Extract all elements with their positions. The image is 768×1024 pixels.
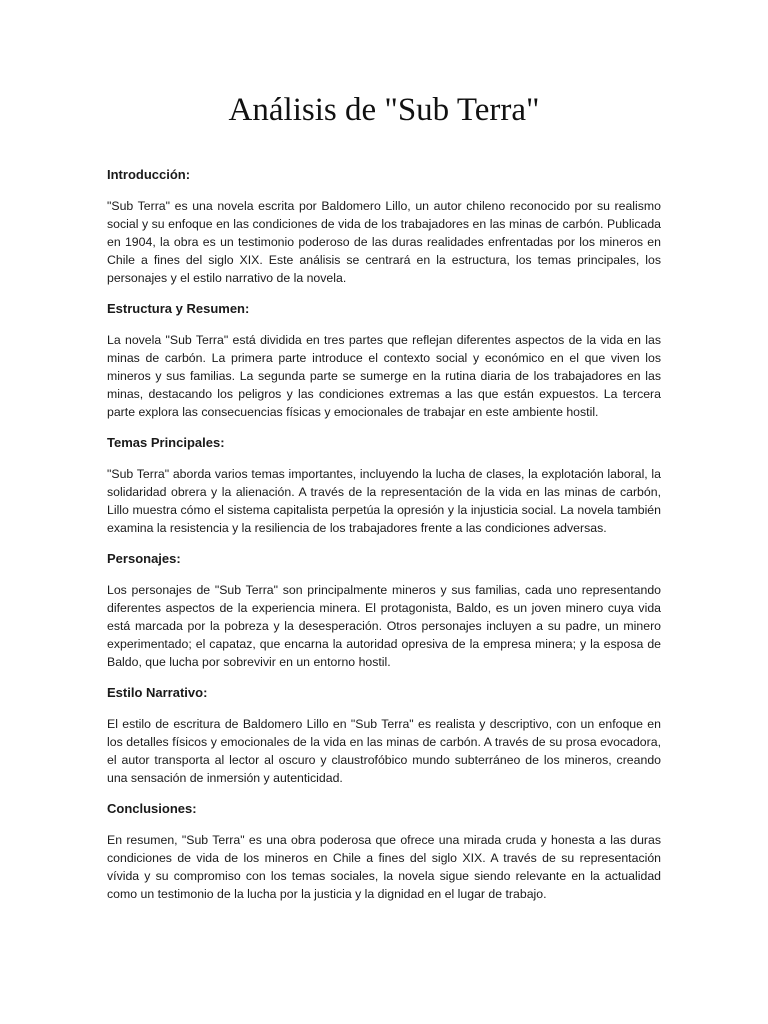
section-personajes — [107, 550, 661, 671]
section-paragraph: En resumen, "Sub Terra" es una obra poderosa que ofrece una mirada cruda y honesta a las duras condiciones de vida de los mineros en Chile a fines del siglo XIX. A través de su representación vívida y su compromiso con los temas sociales, la novela sigue siendo relevante en la actualidad como un testimonio de la lucha por la justicia y la dignidad en el lugar de trabajo. — [107, 833, 661, 901]
section-conclusiones — [107, 800, 661, 903]
section-estructura — [107, 300, 661, 421]
section-temas — [107, 434, 661, 537]
section-paragraph: La novela "Sub Terra" está dividida en tres partes que reflejan diferentes aspectos de la vida en las minas de carbón. La primera parte introduce el contexto social y económico en el que viven los mineros y sus familias. La segunda parte se sumerge en la rutina diaria de los trabajadores en las minas, destacando los peligros y las condiciones extremas a las que están expuestos. La tercera parte explora las consecuencias físicas y emocionales de trabajar en este ambiente hostil. — [107, 333, 661, 419]
section-introduccion — [107, 166, 661, 287]
section-heading: Personajes: — [107, 551, 181, 566]
section-paragraph: "Sub Terra" aborda varios temas importantes, incluyendo la lucha de clases, la explotación laboral, la solidaridad obrera y la alienación. A través de la representación de la vida en las minas de carbón, Lillo muestra cómo el sistema capitalista perpetúa la opresión y la injusticia social. La novela también examina la resistencia y la resiliencia de los trabajadores frente a las condiciones adversas. — [107, 467, 661, 535]
section-heading: Estilo Narrativo: — [107, 685, 208, 700]
section-heading: Introducción: — [107, 167, 191, 182]
section-paragraph: "Sub Terra" es una novela escrita por Baldomero Lillo, un autor chileno reconocido por su realismo social y su enfoque en las condiciones de vida de los trabajadores en las minas de carbón. Publicada en 1904, la obra es un testimonio poderoso de las duras realidades enfrentadas por los mineros en Chile a fines del siglo XIX. Este análisis se centrará en la estructura, los temas principales, los personajes y el estilo narrativo de la novela. — [107, 199, 661, 285]
section-estilo — [107, 684, 661, 787]
section-paragraph: El estilo de escritura de Baldomero Lillo en "Sub Terra" es realista y descriptivo, con un enfoque en los detalles físicos y emocionales de la vida en las minas de carbón. A través de su prosa evocadora, el autor transporta al lector al oscuro y claustrofóbico mundo subterráneo de los mineros, creando una sensación de inmersión y autenticidad. — [107, 717, 661, 785]
section-heading: Temas Principales: — [107, 435, 225, 450]
document-title: Análisis de "Sub Terra" — [228, 92, 540, 128]
section-heading: Estructura y Resumen: — [107, 301, 250, 316]
section-heading: Conclusiones: — [107, 801, 197, 816]
document-content — [107, 166, 661, 903]
section-paragraph: Los personajes de "Sub Terra" son principalmente mineros y sus familias, cada uno representando diferentes aspectos de la experiencia minera. El protagonista, Baldo, es un joven minero cuya vida está marcada por la pobreza y la desesperación. Otros personajes incluyen a su padre, un minero experimentado; el capataz, que encarna la autoridad opresiva de la empresa minera; y la esposa de Baldo, que lucha por sobrevivir en un entorno hostil. — [107, 583, 661, 669]
